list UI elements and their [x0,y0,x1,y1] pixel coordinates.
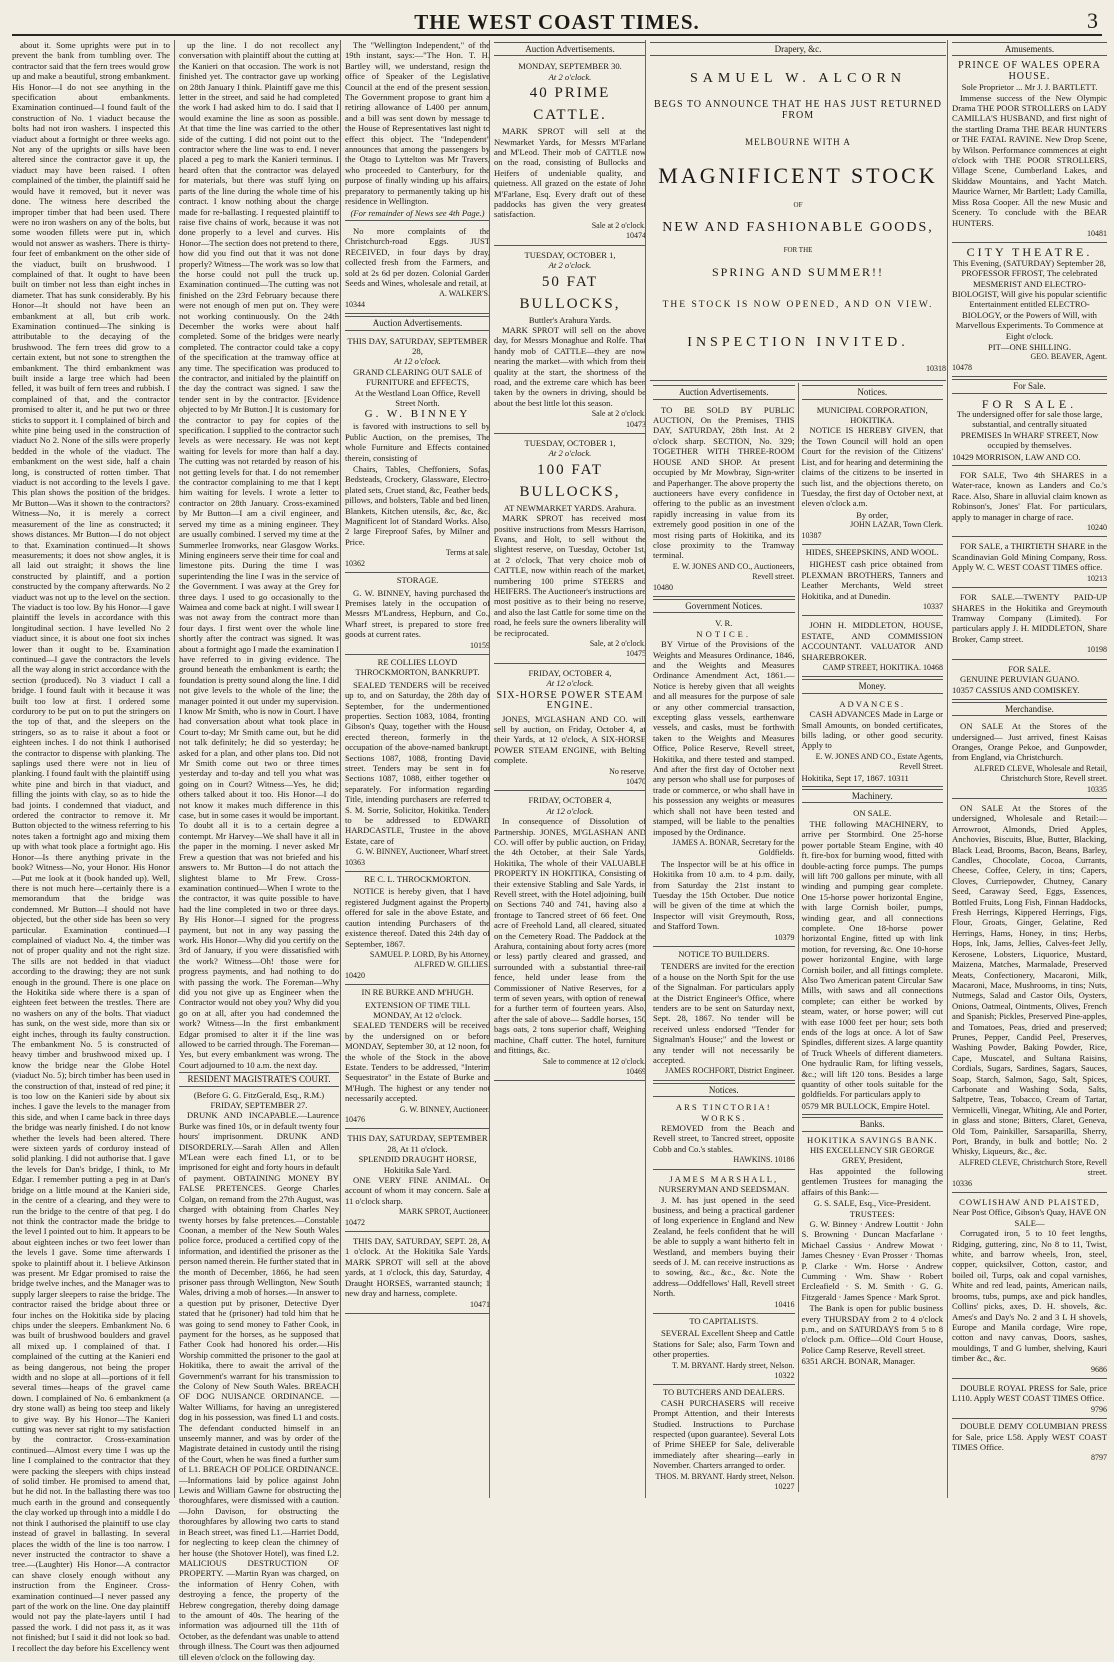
columns [12,40,1107,1662]
muni-heading: MUNICIPAL CORPORATION, HOKITIKA. [816,404,928,426]
binney-time: At 12 o'clock. [394,356,441,367]
ad-section-329 [653,403,795,597]
lord-no: 10420 [345,970,365,980]
fs4-text: FOR SALE.—TWENTY PAID-UP SHARES in the Hokitika and Greymouth Tramway Company (Limited). For particulars apply J. H. MIDDLETON, Share Broker, Camp street. [952,592,1107,644]
binney-terms: Terms at sale. [445,548,490,558]
advances-date: Hokitika, Sept 17, 1867. [801,772,886,783]
advances-text: CASH ADVANCES Made in Large or Small Amounts, on bonded certificates, bills lading, or other good security. Apply to [801,709,943,751]
burke-sig: G. W. BINNEY, Auctioneer. [399,1104,490,1114]
masthead [12,10,1102,36]
page-number: 3 [1087,8,1098,33]
ad-cleve-2 [952,801,1107,1193]
bank-trustees-heading: TRUSTEES: [849,1208,895,1219]
c5r-notices-heading: Notices. [802,385,944,399]
alcorn-line-6: THE STOCK IS NOW OPENED, AND ON VIEW. [662,300,934,311]
capitalists-sig: T. M. BRYANT. Hardy street, Nelson. [672,1360,795,1370]
bank-trustees: G. W. Binney · Andrew Louttit · John S. Browning · Duncan Macfarlane · Michael Cassius · Andrew Mowat · James Chesney · Evan Prosser · Thomas P. Clarke · Wm. Horse · Andrew Cumming · Wm. Shaw · Robert Ercleafield · S. M. Smith · G. G. Fitzgerald · James Spence · Mark Sprot. [801,1218,943,1302]
pow-proprietor: Sole Proprietor ... Mr J. J. BARTLETT. [961,82,1098,93]
bank-sig: ARCH. BONAR, Manager. [820,1356,916,1367]
ad-builders [653,959,795,1080]
city-pit: PIT—ONE SHILLING. [987,341,1072,352]
lord-text: NOTICE is hereby given, that I have registered Judgment against the Property offered for sale in the above Estate, and caution intending Purchasers of the existence thereof. Dated this 24th day of September, 1867. [345,886,490,949]
a1-time: At 2 o'clock. [548,71,592,82]
a4-time: At 12 o'clock. [546,678,594,689]
fs-text: The undersigned offer for sale those large, substantial, and centrally situated PREMISES In WHARF STREET, Now occupied by themselves. [956,409,1103,451]
marshall-sub: NURSERYMAN AND SEEDSMAN. [658,1184,790,1195]
collies-no: 10363 [345,857,365,867]
gov-sig: JAMES A. BONAR, Secretary for the Goldfields. [672,837,795,858]
ddc-text: DOUBLE DEMY COLUMBIAN PRESS for Sale, price L58. Apply WEST COAST TIMES Office. [952,1421,1107,1452]
gov-notice: NOTICE. [696,628,752,639]
a5-sale: Sale to commence at 12 o'clock. [542,1056,646,1066]
column-4 [489,40,650,1498]
a3-no: 10475 [626,649,646,659]
guano-text: GENUINE PERUVIAN GUANO. [960,673,1080,684]
machinery-no: 0579 [801,1100,819,1111]
ad-steam-engine [494,666,646,791]
ad-last [345,1234,490,1314]
binney-no: 10362 [345,558,365,568]
storage-no: 10159 [470,640,490,650]
ad-capitalists [653,1326,795,1385]
a1-text: MARK SPROT will sell at the Newmarket Yards, for Messrs M'Farlane and M'Leod. Their mob of CATTLE now on the road, consisting of Bullocks and Heifers of undeniable quality, and quietness. All grazed on the estate of John M'Farlane, Esq. Every draft out of these paddocks has given the very greatest satisfaction. [494,126,646,220]
column-2 [174,40,343,1662]
a5-day: FRIDAY, OCTOBER 4, [528,795,612,806]
a2-day: TUESDAY, OCTOBER 1, [524,249,616,260]
alcorn-no: 10318 [926,363,946,373]
lord-sig: SAMUEL P. LORD, By his Attorney, ALFRED W. GILLIES. [369,949,490,970]
cowlishaw-sub: Near Post Office, Gibson's Quay, HAVE ON SALE— [952,1207,1107,1228]
ad-double-royal [952,1381,1107,1419]
ad-bullocks-50 [494,248,646,434]
binney-day: THIS DAY, SATURDAY, SEPTEMBER 28, [347,335,488,356]
ars-text: REMOVED from the Beach and Revell street, to Tancred street, opposite Cobb and Co.'s stables. [653,1123,795,1154]
gov-text: BY Virtue of the Provisions of the Weights and Measures Ordinance, 1846, and the Weights and Measures Ordinance Amendment Act, 1861.—Notice is hereby given that all weights and all measures for the purpose of sale or any other commercial transaction, excepting glass vessels, earthenware vessels, and casks, must be forthwith taken to the Weights and Measures Office, Police Reserve, Revell street, Hokitika, and there tested and stamped. And after the first day of October next any person who shall use for purposes of trade or commerce, or who shall have in his possession any weights or measures which shall not have been tested and stamped, will be liable to the penalties imposed by the Ordinance. [653,639,795,837]
ad-municipal [802,403,944,545]
a3-day: TUESDAY, OCTOBER 1, [524,437,616,448]
gov-no: 10379 [774,932,795,942]
news-text: The "Wellington Independent," of the 19th instant, says:—"The Hon. T. H. Bartley will, we understand, resign the office of Speaker of the Legislative Council at the end of the present session. The Government propose to grant him a retiring allowance of L400 per annum, and a bill was sent down by message to the House of Representatives last night to effect this object. The "Independent" announces that among the passengers by the Otago to Lyttelton was Mr Travers, who proceeded to Canterbury, for the purpose of finally winding up his affairs, preparatory to permanently taking up his residence in Wellington. [345,40,490,207]
ad-collies [345,678,490,872]
cleve2-sig: ALFRED CLEVE, Christchurch Store, Revell street. [959,1157,1107,1178]
banks-heading: Banks. [802,1117,944,1131]
butchers-heading: TO BUTCHERS AND DEALERS. [662,1387,785,1398]
a2-no: 10473 [626,419,646,429]
section-329-sig: E. W. JONES AND CO., Auctioneers, Revell street. [672,561,795,582]
fs3-text: FOR SALE, a THIRTIETH SHARE in the Scandinavian Gold Mining Company, Ross. Apply W. C. WEST COAST TIMES office. [952,541,1107,573]
ars-no: 10186 [774,1155,795,1165]
a3-time: At 2 o'clock. [548,448,592,459]
horse-no: 10472 [345,1217,365,1227]
ad-water-race [952,468,1107,537]
ad-storage [345,586,490,655]
drapery-heading: Drapery, &c. [650,42,946,56]
bank-vp: G. S. SALE, Esq., Vice-President. [813,1198,931,1209]
middleton-text: JOHN H. MIDDLETON, HOUSE, ESTATE, AND COMMISSION ACCOUNTANT. VALUATOR AND SHAREBROKER. [801,620,943,662]
fs-heading: FOR SALE. [981,396,1078,411]
cleve1-no: 10335 [1087,784,1107,794]
ars-heading: ARS TINCTORIA! WORKS. [675,1102,772,1123]
column-6 [947,40,1111,1498]
guano-no: 10357 [952,685,974,696]
cleve1-sig: ALFRED CLEVE, Wholesale and Retail, Christchurch Store, Revell street. [973,763,1107,784]
pow-text: Immense success of the New Olympic Drama THE POOR STROLLERS on LADY CAMILLA'S HUSBAND, and first night of the startling Drama THE BEAR HUNTERS or THE FATAL RAVINE. New Drop Scene, by Wilson. Performance commences at eight o'clock with THE POOR STROLLERS, Village Scene, Cumberland Lakes, and Skiddaw Mountains, and Yacht Match. Maurice Warner, Mr Bartlett; Lady Camilla, Miss Rosa Cooper. All the new Music and Scenery. To conclude with the BEAR HUNTERS. [952,92,1107,228]
a4-no: 10470 [626,776,646,786]
guano-sig: CASSIUS AND COMISKEY. [975,685,1080,696]
ad-marshall [653,1172,795,1314]
ad-walker-sig: A. WALKER'S. [439,289,490,299]
capitalists-heading: TO CAPITALISTS. [689,1315,759,1326]
a2-time: At 2 o'clock. [548,260,592,271]
bank-text: Has appointed the following gentlemen Trustees for managing the affairs of this Bank:— [801,1165,943,1197]
middleton-no: 10468 [923,663,943,672]
builders-heading: NOTICE TO BUILDERS. [678,948,770,959]
cleve2-text: ON SALE At the Stores of the undersigned, Wholesale and Retail:— Arrowroot, Almonds, Dried Apples, Anchovies, Biscuits, Blue, Butter, Blacking, Black Lead, Brooms, Bacon, Beans, Barley, Candles, Chocolate, Cocoa, Currants, Cheese, Coffee, Celery, in tins; Capers, Cloves, Curriepowder, Chutney, Canary Seed, Caraway Seed, Eggs, Essences, Bottled Fruits, Long Fish, Finnan Haddocks, Fresh Herrings, Kippered Herrings, Figs, Flour, Groats, Ginger, Gelatine, Red Herrings, Hams, Honey, in tins; Herbs, Hops, Ink, Jams, Jellies, Calves-feet Jelly, Kerosene, Lobsters, Liquorice, Mustard, Maizena, Matches, Marmalade, Preserved Meats, Confectionery, Macaroni, Milk, Macaroni, Mace, Mushrooms, in tins; Nuts, Nutmegs, Salad and Castor Oils, Oysters, Onions, Oatmeal, Ointments, Olives, French and Spanish; Pickles, Preserved Pine-apples, and Tomatoes, Peas, dried and preserved; Prunes, Pepper, Candid Peel, Preserves, Washing Powder, Baking Powder, Rice, Cape, Muscatel, and Sultana Raisins, Cordials, Sugars, Sardines, Sagars, Sauces, Soap, Starch, Salmon, Sago, Salt, Spices, Carbonate and Washing Soda, Salts, Saltpetre, Teas, Tobacco, Cream of Tartar, Vermicelli, Vinegar, Whiting, Ale and Porter, in glass and stone; Bitters, Claret, Geneva, Old Tom, Painkiller, Sarsaparilla, Sherry, Port, Brandy, in bulk and bottle; No. 2 Whisky, Liqueurs, &c., &c. [952,803,1107,1157]
marshall-text: J. M. has just opened in the seed business, and being a practical gardener of long experience in England and New Zealand, he feels confident that he will be able to supply a want hitherto felt in Westland, and members buying their seeds of J. M. can receive instructions as to sowing, &c., &c., &c. Note the address—Oddfellows' Hall, Revell street North. [653,1194,795,1299]
ad-walker-no: 10344 [345,299,365,309]
auction-heading: Auction Advertisements. [345,316,490,330]
hides-text: HIGHEST cash price obtained from PLEXMAN BROTHERS, Tanners and Leather Merchants, Weld street Hokitika, and at Dunedin. [801,559,943,601]
bank-no: 6351 [801,1356,819,1367]
ad-burke [345,998,490,1130]
c5l-notices-heading: Notices. [653,1083,795,1097]
bank-president: HIS EXCELLENCY SIR GEORGE GREY, President, [809,1145,935,1166]
marshall-no: 10416 [774,1299,795,1309]
ad-tramway-shares [952,590,1107,659]
a4-title: SIX-HORSE POWER STEAM ENGINE. [496,689,644,712]
alcorn-name: SAMUEL W. ALCORN [689,71,906,87]
butchers-sig: THOS. M. BRYANT. Hardy street, Nelson. [655,1471,795,1481]
fs-no: 10429 [952,451,974,462]
c5l-auction-heading: Auction Advertisements. [653,385,795,399]
section-329-no: 10480 [653,582,673,592]
middleton-place: CAMP STREET, HOKITIKA. [822,663,921,672]
lord-heading: RE C. L. THROCKMORTON. [364,874,471,885]
amusements-heading: Amusements. [952,42,1107,56]
newspaper-title: THE WEST COAST TIMES. [414,10,700,34]
a4-sale: No reserve. [609,766,646,776]
column-5-subcolumns [650,383,946,1492]
alcorn-line-5: SPRING AND SUMMER!! [711,265,885,280]
capitalists-no: 10322 [774,1371,795,1380]
horse-day: THIS DAY, SATURDAY, SEPTEMBER 28, At 11 o'clock. [347,1133,488,1154]
ad-thirtieth-share [952,539,1107,588]
fs-sig: MORRISON, LAW AND CO. [975,451,1081,462]
a2-title: 50 FAT BULLOCKS, [519,273,621,312]
collies-text: SEALED TENDERS will be received up to, and on Saturday, the 28th day of September, for the undermentioned properties. Section 1083, 1084, fronting Gibson's Quay, together with the House erected thereon, formerly in the occupation of the above-named bankrupt. Sections 1087, 1088, fronting Davie street. Tenders may be sent in for Sections 1087, 1088, either together or separately. For information regarding Title, intending purchasers are referred to S. M. Sorrie, Solicitor, Hokitika. Tenders to be addressed to EDWARD HARDCASTLE, Trustee in the above Estate, care of [345,679,490,846]
advances-sig: E. W. JONES AND CO., Estate Agents, Revell Street. [815,751,943,772]
pow-no: 10481 [1087,228,1107,238]
binney-name: G. W. BINNEY [364,408,471,421]
fs4-no: 10198 [1087,645,1107,655]
burke-no: 10476 [345,1115,365,1124]
muni-no: 10387 [801,530,822,540]
burke-text: SEALED TENDERS will be received by the undersigned on or before MONDAY, September 30, at 12 noon, for the whole of the Stock in the above Estate. Tenders to be addressed, "Interim Sequestrator" in the Estate of Burke and M'Hugh. The highest or any tender not necessarily accepted. [345,1020,490,1104]
court-report-text: about it. Some uprights were put in to prevent the bank from tumbling over. The contractor said that the fern trees would grow up and make a beautiful, strong embankment. His Honor—I do not see anything in the specification about embankments. Examination continued—I found fault of the construction of No. 1 viaduct because the bolts had not iron washers. I inspected this viaduct about a fortnight or three weeks ago. Not any of the uprights or sills have been altered since the contractor gave it up, the viaduct may have been raised. I often complained of the timber, the plaintiff said he would have it removed, but it never was done. The witness here described the improper timber that had been used. There were no iron washers on any of the bolts, but some wooden fillets were put in, which would not answer as washers. There is thirty-four feet of embankment on the other side of the viaduct, built on brushwood. I complained of that. It ought to have been built on timber not less than eight inches in diameter. That has sunk considerably. By his Honor—It should not have been an embankment at all, but crib work. Examination continued—The sinking is attributable to the decaying of the brushwood. The fern trees did grow to a certain extent, but not sone to strengthen the embankment. The third embankment was built inside a large tree which had been felled, it was built of fern trees and rubbish. I complained of that, and the contractor promised to alter it, and he put two or three sticks to support it. I complained of birch and white pine being used in the construction of viaduct No 2. None of the sills were properly bedded in the whole of the viaduct. The embankment on the west side, half a chain long, is constructed of rotten timber. That viaduct is not according to the levels I gave. This plan shows the position of the bridges. Mr Button—Was it shown to the contractors? Witness—No, it is merely a correct measurement of the line as constructed; it shows distances. Mr Button—I do not object to that. Examination continued—It shows measurements; it does not show angles, it is all laid out straight; it shows the line constructed by plaintiff, and a portion constructed by the company afterwards. No 2 viaduct was not up to the level on the section. The viaduct is too low. By his Honor—I gave plaintiff the levels in accordance with this longitudinal section. I have levelled No 2 viaduct since, it is about one foot six inches lower than it ought to be. Examination continued—I gave the contractors the levels all the way along in strict accordance with the section (produced). No 3 viaduct I call a bridge. I found fault with it because it was built too low at first. I ordered some cordurory to be put on to put the stringers on the top of that, and the sleepers on the stringers, so as to raise it about a foot or eighteen inches. I do not think I authorised the contractor to dispense with planking. The saplings used there were not in lieu of planking. I found fault with the plaintiff using white pine and birch in that viaduct, and filling the joints with clay, so as to hide the bad joints. I condemned that viaduct, and ordered the contractor to remove it. Mr Button objected to the witness referring to his notes taken a fortnight ago and mixing them up with what took place a fortnight ago. His Honor—Is there anything private in the book? Witness—No, your Honor. His Honor—Put me look at it (book handed up). Well, there is not much here—certainly there is a memorandum that the bridge was condemned. Mr Button—I should not have objected, but the other side has been so very particular. Examination continued—I complained of viaduct No. 4, the timber was not of proper quality and not the right size. The sills are not bedded in that viaduct according to the drawing; they are not sunk enough in the ground. There is one place on the Hokitika side where there is a span of eighteen feet between the trestles. There are no washers on any of the bolts. That viaduct has sunk, on the west side, more than six or eight inches, through its faulty construction. The embankment No. 5 is constructed of heavy timber and brushwood mixed up. I know the bridge near the Globe Hotel (viaduct No. 5); birch timber has been used in the construction of that, instead of red pine; it is too low on the Kanieri side by about six inches. I gave the levels to the manager from this side, and when I came back in three days the bridge was nearly finished. I do not know whether the levels had been altered. There were sixteen yards of corduroy instead of solid planking. I did not authorise that. I gave the levels for Dan's bridge, I think, to Mr Edgar. I remember putting a peg in at Dan's bridge on a little mound at the Kanieri side, in the centre of a clearing, and they were to run the bridge to the centre of that peg. I do not think the contractor made the bridge to the level I pointed out to him. It appears to be about eighteen inches or two feet lower than the levels I gave. Some time afterwards I spoke to plaintiff about it. I believe Atkinson was present. Mr Edgar promised to raise the bridge twelve inches, and the Manager was to supply larger sleepers to raise the bridge. The contractor raised the bridge about three or four inches on the Hokitika side by placing chips under the sleepers. Embankment No. 6 was built of brushwood boulders and gravel all mixed up. I complained of that. I complained of the cutting at the Kanieri end as being dangerous, not being the proper width and no slope at all—portions of it fell several times—heaps of the gravel came down. I complained of No. 6 embankment (a dry stone wall) as being too steep and likely to give way. By his Honor—The Kanieri cutting was never sat right to my satisfaction by the contractor. Cross-examination continued—Almost every time I was up the line I complained to the contractor that they were packing the sleepers with chips instead of solid timber. He promised to amend that, but he did not. In the ballasting there was too much earth in the ground and consequently the clay worked up through into a middle I do not think I authorised the plaintiff to use clay instead of gravel in ballasting. In several places the width of the line is too narrow. I never instructed the contractor to shave a tree.—(Laughter) His Honor—A contractor can shave closely enough without any instruction from the Engineer. Cross-examination continued—I never passed any part of the work on the line. One day plaintiff would not pay the plate-layers until I had passed the work. I did not pass it, as it was not finished; but I said it did not look so bad. I recollect the day before his Excellency went [12,40,170,1653]
gov-vr: V. R. [715,618,733,629]
ad-cleve-1 [952,719,1107,799]
city-no: 10478 [952,362,972,372]
ad-ars-tinctoria [653,1100,795,1169]
a1-sale: Sale at 2 o'clock. [591,220,646,230]
guano-heading: FOR SALE. [1008,663,1051,674]
ad-hides [802,557,944,616]
binney-items: Chairs, Tables, Cheffoniers, Sofas, Bedsteads, Crockery, Glassware, Electro-plated sets, Cruet stand, &c, Feather beds, pillows, and bolsters, Table and bed linen, Blankets, Kitchen utensils, &c, &c, &c. Magnificent lot of Standard Works. Also, 2 large Fireproof Safes, by Milner and Price. [345,464,490,547]
a1-day: MONDAY, SEPTEMBER 30. [518,61,622,72]
ad-machinery [802,806,944,1115]
last-no: 10471 [470,1299,490,1309]
ad-walker [345,224,490,314]
ad-double-demy [952,1421,1107,1464]
ad-weights-measures [653,616,795,947]
fs2-no: 10240 [1087,523,1107,533]
horse-sig: MARK SPROT, Auctioneer. [399,1207,490,1217]
hides-heading: HIDES, SHEEPSKINS, AND WOOL. [805,546,939,557]
section-329-text: TO BE SOLD BY PUBLIC AUCTION, On the Premises, THIS DAY, SATURDAY, 28th Inst. At 2 o'clock sharp. SECTION, No. 329; TOGETHER WITH THREE-ROOM HOUSE AND SHOP. At present occupied by Mr Mowbray, Sign-writer and Paperhanger. The above property the auctioneers have every confidence in offering to the public as an investment rapidly increasing in value from its extremely good position in one of the most rising parts of Hokitika, and its close proximity to the Tramway terminal. [653,404,795,561]
advances-no: 10311 [887,772,909,783]
rm-court-sub: (Before G. G. FitzGerald, Esq., R.M.) [193,1089,325,1100]
cowlishaw-heading: COWLISHAW AND PLAISTED, [959,1197,1100,1208]
alcorn-line-7: INSPECTION INVITED. [687,334,909,350]
city-text: This Evening, (SATURDAY) September 28, PROFESSOR FFROST, The celebrated MESMERIST AND ELECTRO-BIOLOGIST, Will give his popular scientific Entertainment entitled ELECTRO-BIOLOGY, or the Powers of Will, with Marvellous Experiments. To Commence at Eight o'clock. [952,257,1107,341]
machinery-heading: Machinery. [802,789,944,803]
alcorn-line-1: BEGS TO ANNOUNCE THAT HE HAS JUST RETURNED FROM [653,99,943,121]
storage-text: G. W. BINNEY, having purchased the Premises lately in the occupation of Messrs M'Landress, Hepburn, and Co., Wharf street, is prepared to store free goods at current rates. [345,587,490,640]
ad-savings-bank [802,1135,944,1367]
alcorn-line-3: MAGNIFICENT STOCK [658,162,938,188]
fs2-text: FOR SALE, Two 4th SHARES in a Water-race, known as Landers and Co.'s Race. Also, Share in alluvial claim known as Robinson's, Jones' Flat. For particulars, apply to manager in charge of race. [952,470,1107,522]
ars-side: HAWKINS. [733,1155,773,1165]
ad-binney [345,334,490,574]
a1-no: 10474 [626,231,646,241]
binney-text: is favored with instructions to sell by Public Auction, on the premises, The whole Furniture and Effects contained therein, consisting of [345,421,490,463]
marshall-name: JAMES MARSHALL, [669,1173,779,1184]
ad-bullocks-100 [494,436,646,664]
rm-court-heading: RESIDENT MAGISTRATE'S COURT. [179,1072,339,1086]
auction-heading-2: Auction Advertisements. [494,42,646,56]
storage-heading: STORAGE. [396,575,439,586]
ad-property-hokitika [494,793,646,1081]
binney-place: At the Westland Loan Office, Revell Street North. [354,387,481,408]
ad-city-theatre [952,245,1107,377]
burke-heading: IN RE BURKE AND M'HUGH. [361,987,474,998]
forsale-heading: For Sale. [952,379,1107,393]
machinery-onsale: ON SALE. [853,808,892,819]
city-sig: GEO. BEAVER, Agent. [1030,352,1107,362]
advances-heading: ADVANCES. [839,698,906,709]
a3-text: MARK SPROT has received most positive instructions from Messrs Harrison, Evans, and Holt, to sell without the slightest reserve, on Tuesday, October 1st, at 2 o'clock, That very choice mob of CATTLE, now within reach of the market, numbering 100 prime STEERS and HEIFERS. The Auctioneer's instructions are most positive as to their being no reserve, and also the last Cattle for some time on the road, he feels sure the owners liberality will be reciprocated. [494,513,646,638]
cleve2-no: 10336 [952,1178,972,1188]
fs3-no: 10213 [1087,573,1107,583]
a5-no: 10469 [626,1066,646,1076]
bank-heading: HOKITIKA SAVINGS BANK. [807,1134,938,1145]
column-5-left [650,383,798,1492]
a5-text: In consequence of Dissolution of Partnership. JONES, M'GLASHAN AND CO. will offer by public auction, on Friday, the 4th October, at their Sale Yards, Hokitika, The whole of their VALUABLE PROPERTY IN HOKITIKA, Consisting of their extensive Stabling and Sale Yards, in Revell street, with the Hotel adjoining, built on Sections 740 and 741, having also a frontage to Tancred street of 66 feet. One acre of Freehold Land, all cleared, situated on the Cemetery Road. The Paddock at the Arahura, containing about forty acres (more or less) partly cleared and grassed, and surrounded with a substantial three-rail fence, held under lease from the Commissioner of Native Reserves, for a term of seven years, with option of renewal for a further term of fourteen years. Also, after the sale of above— Saddle horses, 150 bags oats, 2 tons superior chaff, Weighing machine, Chaff cutter. The hotel, furniture and fittings, &c. [494,816,646,1056]
court-report-continued: up the line. I do not recollect any conversation with plaintiff about the cutting at the Kanieri on that occasion. The work is not finished yet. The contractor gave up working on 28th January I think. Plaintiff gave me this letter in the street, and said he had completed the work I had asked him to do. I said that I would examine the line as soon as possible. At that time the line was carried to the other side of the cutting. I did not point out to the contractor where the line was to end. I never placed a peg to mark the Kanieri terminus. I heard often that the contractor was delayed for materials, but there was stuff lying on parts of the line during the whole time of his contract. I know nothing about the charge made for re-ballasting. I requested plaintiff to raise five chains of work, because it was not done properly to a level and curves. His Honor—The section does not pretend to there, how did you find out that it was not done properly? Witness—The work was so low that the horse could not pull the truck up. Examination continued—The cutting was not finished on the 23rd February because there were not enough of men put on. They were not working continuously. On the 24th December the works were about half completed. Some of the bridges were nearly completed. The contractor could take a copy of the specification at the tramway office at any time. The specification was produced to the contractor, and initialed by the plaintiff on the day the contract was signed. I saw the tender sent in by the contractor. [Evidence objected to by Mr Button.] It is customary for the contractor to pay for copies of the specification. I supplied to the contractor such levels as were necessary. He was not kept waiting for levels for more than half a day. The cutting was not retarded by reason of his not getting levels for that. I do not remember the contractor complaining to me that I kept him waiting for levels. I wrote a letter to contractor on 28th January. Cross-examined by Mr Button—I am a civil engineer, and served my time as a mining engineer. They are usually combined. I served my time at the Summerlee Ironworks, near Glasgow Works. Mining engineers serve their time for coal and limestone pits. During the time I was superintending the line I was in the service of the Government. I was away at the Grey for three days. I used to go occasionally to the Waimea and come back at night. I will swear I was not away from the contract more than four days. I first went over the whole line shortly after the contract was signed. It was about a fortnight ago I made the examination I have referred to in giving evidence. The ground beneath the embankment is earth; the foundation is pretty sound along the line. I did not give levels to the whole of the line; the manager pointed it out under my supervision. I know Mr Smith, who is now in Court. I have had conversation about what took place in Court to-day; Mr Smith came out, but he did not talk definitely; he did so yesterday; he asked for a plan, and other plans too. Did not Mr Smith come out two or three times yesterday and to-day and tell you what was going on in Court? Witness—Yes, he did; others talked about it too. His Honor—I do not know it makes much difference in this case, but in some cases it would be important. To doubt all it is to a certain degree a contempt. Mr Harvey—We shall have it all in the paper in the morning. I never asked Mr Frew a question that was not briefed and his answers to. Mr Button—I do not attach the slightest blame to Mr Frew. Cross-examination continued—When I wrote to the the contractor, it was quite possible to have had the line completed in two or three days. By His Honor—I signed for the progress payment, but not in any way passing the work. His Honor—Why did you certify on the 3rd of January, if you were dissatisfied with the work? Witness—Oh! those were for progress payments, and had nothing to do with passing the work. The Foreman—Why did you not give up as Engineer when the Contractor would not obey you? Why did you go on at all, after you had condemned the work? Witness—In the first embankment Edgar promised to alter it if the line was allowed to be carried through. The Foreman—Yes, but every embankment was wrong. The Court adjourned to 10 a.m. the next day. [179,40,339,1070]
a2-place: Buttler's Arahura Yards. [528,314,612,325]
a4-day: FRIDAY, OCTOBER 4, [528,667,612,678]
alcorn-line-4: NEW AND FASHIONABLE GOODS, [662,220,934,236]
cleve1-text: ON SALE At the Stores of the undersigned— Just arrived, finest Kaisas Oranges, Orange Pekoe, and Gunpowder, from England, via Christchurch. [952,721,1107,763]
alcorn-for: FOR THE [783,246,813,255]
builders-text: TENDERS are invited for the erection of a house on the North Spit for the use of the Signalman. For particulars apply at the District Engineer's Office, where tenders are to be sent on Saturday next, Sept. 28, 1867. No tender will be received unless endorsed "Tender for Signalman's House;" and the lowest or any tender will not necessarily be accepted. [653,961,795,1066]
column-1 [12,40,174,1653]
a2-text: MARK SPROT will sell on the above day, for Messrs Monaghue and Rolfe. That handy mob of CATTLE—they are now nearing the market—with which from their quality at the start, the shortness of the road, and the extreme care which has been taken by the owners in driving, should be about the best little lot this season. [494,324,646,408]
ad-prince-of-wales [952,59,1107,243]
drp-no: 9796 [1091,1404,1107,1414]
bank-text-2: The Bank is open for public business every THURSDAY from 2 to 4 o'clock p.m., and on SATURDAYS from 5 to 8 o'clock p.m. Office—Old Court House, Police Camp Reserve, Revell street. [801,1303,943,1355]
a1-title: 40 PRIME CATTLE. [529,85,611,124]
ddc-no: 8797 [1091,1453,1107,1463]
ad-wharf-premises [952,397,1107,466]
ad-cattle-40 [494,59,646,245]
a3-sale: Sale, at 2 o'clock. [589,639,646,649]
horse-title: SPLENDID DRAUGHT HORSE, Hokitika Sale Yard. [358,1154,477,1175]
ad-guano [952,662,1107,700]
a4-text: JONES, M'GLASHAN AND CO. will sell by auction, on Friday, October 4, at their Yards, at 12 o'clock, A SIX-HORSE POWER STEAM ENGINE, with Belting complete. [494,713,646,766]
alcorn-line-2: MELBOURNE WITH A [745,137,851,148]
last-text: THIS DAY, SATURDAY, SEPT. 28, At 1 o'clock. At the Hokitika Sale Yards. MARK SPROT will sell at the above yards, at 1 o'clock, this day, Saturday, 4 Draught HORSES, warranted staunch; 1 new dray and harness, complete. [345,1236,490,1299]
gov-heading: Government Notices. [653,599,795,613]
ad-advances [802,697,944,787]
drp-text: DOUBLE ROYAL PRESS for Sale, price L110. Apply WEST COAST TIMES Office. [952,1382,1107,1404]
muni-sig: JOHN LAZAR, Town Clerk. [850,520,943,530]
muni-by: By order, [856,509,889,520]
cowlishaw-text: Corrugated iron, 5 to 10 feet lengths, Ridging, guttering, zinc, No 8 to 11, Twist, white, and barrow wheels, Iron, steel, copper, quicksilver, Cotton, castor, and boiled oil, Turps, oak and copal varnishes, White and red lead, paints, American nails, brooms, tubs, pumps, axe and pick handles, Collins' picks, axes, D. H. shovels, &c. Ames's and Day's No. 2 and 3 L H shovels, Europe and Manila cordage, Wire rope, cotton and navy canvas, Doors, sashes, mouldings, T and G lumber, shelving, Kauri timber &c., &c. [952,1228,1107,1364]
column-5-right [798,383,947,1492]
gov-text-2: The Inspector will be at his office in Hokitika from 10 a.m. to 4 p.m. daily, from Saturday the 21st instant to Tuesday the 15th October. Due notice will be given of the time at which the Inspector will visit Greymouth, Ross, and Stafford Town. [653,858,795,932]
butchers-text: CASH PURCHASERS will receive Prompt Attention, and their Interests Studied. Instructions to Purchase respected (upon guarantee). Several Lots of Prime SHEEP for Sale, deliverable immediately after shearing—early in November. Charters arranged to order. [653,1397,795,1471]
binney-title: GRAND CLEARING OUT SALE of FURNITURE and EFFECTS, [353,366,482,388]
a3-title: 100 FAT BULLOCKS, [519,461,621,500]
ad-middleton [802,618,944,677]
ad-alcorn [650,59,946,381]
cowlishaw-no: 9686 [1091,1364,1107,1374]
city-heading: CITY THEATRE. [966,245,1093,260]
a5-time: At 12 o'clock. [546,805,594,816]
alcorn-of: OF [793,200,803,209]
a3-place: AT NEWMARKET YARDS. Arahura. [503,502,637,513]
rm-court-text: DRUNK AND INCAPABLE.—Laurence Burke was fined 10s, or in default twenty four hours' imprisonment. DRUNK AND DISORDERLY.—Sarah Allen and Allen M'Lean were each fined L1, or to be imprisoned for eight and forty hours in default of payment. OBTAINING MONEY BY FALSE PRETENCES. George Charles Colgan, on remand from the 27th August, was charged with obtaining from Charles Ney twenty horses by false pretences.—Constable Coonan, a member of the New South Wales police force, produced a certified copy of the information, and identified the prisoner as the person named therein. He further stated that in the month of December, 1866, he had seen prisoner pass through Wellington, New South Wales, driving a mob of horses.—In answer to a question put by prisoner, Detective Dyer stated that he (prisoner) had told him that he was going to send money to Father Cook, in payment for the horses, as he supposed that Father Cook had honored his order.—His Worship committed the prisoner to the gaol at Hokitika, there to await the arrival of the Government's warrant for his transmission to the Colony of New South Wales. BREACH OF DOG NUISANCE ORDINANCE. —Walter Williams, for having an unregistered dog in his possession, was fined L1 and costs. The defendant conducted himself in an unseemly manner, and was by order of the Magistrate detained in custody until the rising of the Court, when he was fined a further sum of L1. BREACH OF POLICE ORDINANCE.—Informations laid by police against John Lewis and William Gawne for obstructing the thoroughfares, were dismissed with a caution.—John Davison, for obstructing the thoroughfares by allowing two carts to stand in Beach street, was fined L1.—Harriet Dodd, for neglecting to keep clean the chimney of her house (the Shotover Hotel), was fined L2. MALICIOUS DESTRUCTION OF PROPERTY. —Martin Ryan was charged, on the information of Henry Cohen, with destroying a fence, the property of the Hebrew congregation, thereby doing damage to the amount of 40s. The hearing of the information was adjourned till the 11th of October, as the defendant was unable to attend through illness. The Court was then adjourned till eleven o'clock on the following day. [179,1110,340,1662]
builders-sig: JAMES ROCHFORT, District Engineer. [665,1066,795,1076]
capitalists-text: SEVERAL Excellent Sheep and Cattle Stations for Sale; also, Farm Town and other properties. [653,1328,795,1360]
ad-lord [345,884,490,985]
butchers-no: 10227 [774,1482,795,1492]
column-5 [645,40,950,1498]
rm-court-date: FRIDAY, SEPTEMBER 27. [210,1100,308,1111]
collies-sig: G. W. BINNEY, Auctioneer, Wharf street. [355,847,490,857]
merchandise-heading: Merchandise. [952,702,1107,716]
hides-no: 10337 [923,601,943,611]
ad-butchers [653,1398,795,1493]
ad-horse [345,1131,490,1232]
column-3 [340,40,494,1498]
money-heading: Money. [802,679,944,693]
collies-heading: RE COLLIES LLOYD THROCKMORTON, BANKRUPT. [355,656,480,678]
machinery-sig: MR BULLOCK, Empire Hotel. [820,1100,930,1111]
horse-text: ONE VERY FINE ANIMAL. On account of whom it may concern. Sale at 11 o'clock sharp. [345,1175,490,1206]
burke-sub: EXTENSION OF TIME TILL MONDAY, At 12 o'clock. [365,999,470,1020]
machinery-text: THE following MACHINERY, to arrive per Stormbird. One 25-horse power portable Steam Engine, with 40 ft. fire-box for burning wood, fitted with double-acting force pumps. The pumps will lift 700 gallons per minute, with all winding and pumping gear complete. One 15-horse power horizontal Engine, with large Cornish boiler, pumps, winding gear, and all connections complete. One 18-horse power horizontal Engine, fitted up with link motion, for reversing, &c. One 10-horse power horizontal Engine, with large Cornish boiler, and all fittings complete. Also Two American patent Circular Saw Mills, with saws and all connections complete; can either be worked by steam, water, or horse power; will cut with ease 1000 feet per hour; sets both ends of the logs at once. A lot of Saw Spindles, different sizes. A large quantity of Truck Wheels of different diameters. One hydraulic Ram, for lifting vessels, &c.; will lift 120 tons. Besides a large quantity of other tools suitable for the goldfields. For particulars apply to [801,818,943,1100]
ad-walker-text: No more complaints of the Christchurch-road Eggs. JUST RECEIVED, in four days by dray, collected fresh from the Farmers, and sold at 2s 6d per dozen. Colonial Garden Seeds and Wines, wholesale and retail, at [345,225,490,288]
pow-heading: PRINCE OF WALES OPERA HOUSE. [958,60,1101,82]
muni-text: NOTICE IS HEREBY GIVEN, that the Town Council will hold an open Court for the revision of the Citizens' List, and for hearing and determining the claims of the citizens to be inserted in such list, and the objections thereto, on Tuesday, the first day of October next, at eleven o'clock a.m. [801,425,943,509]
continuation-note: (For remainder of News see 4th Page.) [345,208,490,221]
ad-cowlishaw [952,1195,1107,1379]
a2-sale: Sale at 2 o'clock. [591,409,646,419]
